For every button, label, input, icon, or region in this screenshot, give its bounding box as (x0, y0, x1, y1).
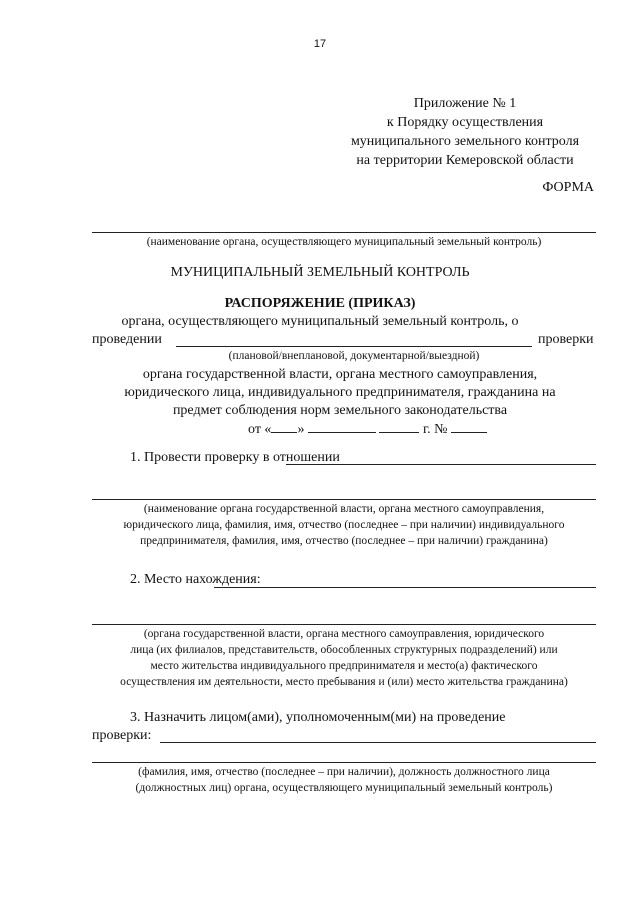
caption-line: (фамилия, имя, отчество (последнее – при наличии), должность должностного лица (138, 766, 550, 778)
section3-inline-line[interactable] (160, 742, 596, 743)
date-mid: » (297, 422, 305, 437)
section2-label: 2. Место нахождения: (130, 572, 261, 587)
order-subject-block (80, 366, 600, 420)
year-field[interactable] (379, 420, 419, 433)
section3-label: 3. Назначить лицом(ами), уполномоченным(ми) на проведение (130, 710, 506, 725)
caption-line: (наименование органа государственной власти, органа местного самоуправления, (143, 503, 545, 515)
order-subject-line: предмет соблюдения норм земельного законодательства (172, 403, 508, 418)
caption-line: (должностных лиц) органа, осуществляющего муниципальный земельный контроль) (135, 782, 553, 794)
page-number: 17 (313, 38, 327, 50)
section3-full-line[interactable] (92, 762, 596, 763)
caption-line: (органа государственной власти, органа местного самоуправления, юридического (143, 628, 545, 640)
date-prefix: от « (248, 422, 272, 437)
section2-inline-line[interactable] (214, 587, 596, 588)
section1-caption (88, 501, 600, 549)
appendix-line: на территории Кемеровской области (356, 153, 574, 168)
order-subject-line: юридического лица, индивидуального предпринимателя, гражданина на (124, 385, 556, 400)
date-row (248, 420, 487, 438)
section1-inline-line[interactable] (286, 464, 596, 465)
control-title: МУНИЦИПАЛЬНЫЙ ЗЕМЕЛЬНЫЙ КОНТРОЛЬ (170, 265, 470, 280)
caption-line: место жительства индивидуального предпринимателя и место(а) фактического (150, 660, 538, 672)
order-subject-line: органа государственной власти, органа местного самоуправления, (142, 367, 538, 382)
order-line: органа, осуществляющего муниципальный земельный контроль, о (121, 314, 519, 329)
check-type-line[interactable] (176, 346, 532, 347)
section2-caption (84, 626, 604, 690)
year-suffix: г. № (422, 422, 448, 437)
section2-full-line[interactable] (92, 624, 596, 625)
body-name-line[interactable] (92, 232, 596, 233)
section3-caption (92, 764, 596, 796)
about-label: проведении (92, 332, 162, 347)
appendix-block (300, 94, 630, 170)
day-field[interactable] (271, 420, 297, 433)
caption-line: предпринимателя, фамилия, имя, отчество (последнее – при наличии) гражданина) (140, 535, 548, 547)
appendix-line: муниципального земельного контроля (350, 134, 580, 149)
order-number-field[interactable] (451, 420, 487, 433)
check-label: проверки (538, 332, 594, 347)
section1-full-line[interactable] (92, 499, 596, 500)
body-name-caption: (наименование органа, осуществляющего муниципальный земельный контроль) (146, 236, 542, 248)
caption-line: осуществления им деятельности, место пребывания и (или) место жительства гражданина) (120, 676, 568, 688)
order-title: РАСПОРЯЖЕНИЕ (ПРИКАЗ) (224, 296, 416, 311)
appendix-line: к Порядку осуществления (386, 115, 544, 130)
month-field[interactable] (308, 420, 376, 433)
section1-label: 1. Провести проверку в отношении (130, 450, 340, 465)
form-label: ФОРМА (542, 180, 594, 195)
check-type-caption: (плановой/внеплановой, документарной/выездной) (228, 350, 480, 362)
caption-line: юридического лица, фамилия, имя, отчество (последнее – при наличии) индивидуального (123, 519, 565, 531)
appendix-line: Приложение № 1 (413, 96, 517, 111)
section3-label-cont: проверки: (92, 728, 152, 743)
caption-line: лица (их филиалов, представительств, обособленных структурных подразделений) или (130, 644, 558, 656)
